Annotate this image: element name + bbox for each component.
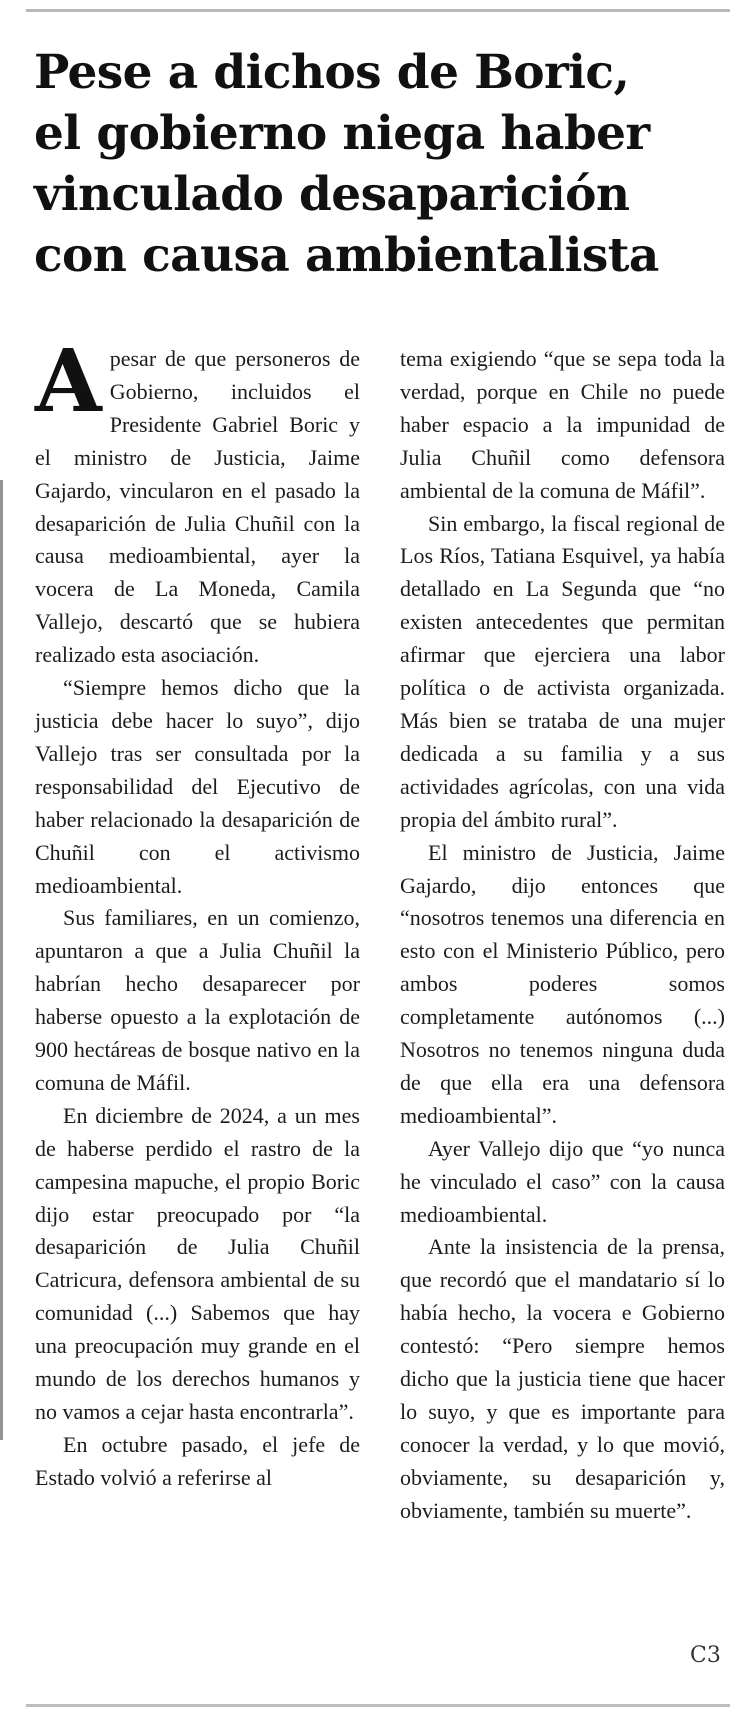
headline-line-2: el gobierno niega haber (34, 106, 650, 161)
paragraph: Sin embargo, la fiscal regional de Los Ríos, Tatiana Esquivel, ya había detallado en La Segunda que “no existen antecedentes que permitan afirmar que ejerciera una labor política o de activista organizada. Más bien se trataba de una mujer dedicada a su familia y a sus actividades agrícolas, con una vida propia del ámbito rural”. (400, 510, 725, 832)
bottom-rule (26, 1704, 730, 1707)
paragraph-text: pesar de que personeros de Gobierno, incluidos el Presidente Gabriel Boric y el ministro de Justicia, Jaime Gajardo, vincularon en el pasado la desaparición de Julia Chuñil con la causa medioambiental, ayer la vocera de La Moneda, Camila Vallejo, descartó que se hubiera realizado esta asociación. (35, 346, 360, 668)
headline-line-3: vinculado desaparición (34, 167, 630, 222)
end-of-article-mark: C3 (690, 1643, 721, 1668)
drop-cap: A (35, 331, 102, 432)
headline-line-1: Pese a dichos de Boric, (34, 45, 630, 100)
page-edge-shadow (0, 480, 3, 1440)
paragraph: Sus familiares, en un comienzo, apuntaron a que a Julia Chuñil la habrían hecho desaparecer por haberse opuesto a la explotación de 900 hectáreas de bosque nativo en la comuna de Máfil. (35, 905, 360, 1095)
headline-line-4: con causa ambientalista (34, 228, 659, 283)
paragraph: En diciembre de 2024, a un mes de haberse perdido el rastro de la campesina mapuche, el propio Boric dijo estar preocupado por “la desaparición de Julia Chuñil Catricura, defensora ambiental de su comunidad (...) Sabemos que hay una preocupación muy grande en el mundo de los derechos humanos y no vamos a cejar hasta encontrarla”. (35, 1102, 360, 1424)
paragraph: El ministro de Justicia, Jaime Gajardo, dijo entonces que “nosotros tenemos una diferencia en esto con el Ministerio Público, pero ambos poderes somos completamente autónomos (...) Nosotros no tenemos ninguna duda de que ella era una defensora medioambiental”. (400, 839, 725, 1128)
paragraph: En octubre pasado, el jefe de Estado volvió a referirse al (35, 1431, 360, 1490)
article-column-left (35, 331, 360, 1495)
top-rule (26, 9, 730, 12)
paragraph: Ayer Vallejo dijo que “yo nunca he vinculado el caso” con la causa medioambiental. (400, 1135, 725, 1227)
paragraph: tema exigiendo “que se sepa toda la verdad, porque en Chile no puede haber espacio a la impunidad de Julia Chuñil como defensora ambiental de la comuna de Máfil”. (400, 346, 725, 503)
paragraph (35, 331, 360, 672)
paragraph: “Siempre hemos dicho que la justicia debe hacer lo suyo”, dijo Vallejo tras ser consultada por la responsabilidad del Ejecutivo de haber relacionado la desaparición de Chuñil con el activismo medioambiental. (35, 675, 360, 898)
headline (34, 42, 724, 286)
article-column-right (400, 343, 725, 1528)
paragraph: Ante la insistencia de la prensa, que recordó que el mandatario sí lo había hecho, la vocera e Gobierno contestó: “Pero siempre hemos dicho que la justicia tiene que hacer lo suyo, y que es importante para conocer la verdad, y lo que movió, obviamente, su desaparición y, obviamente, también su muerte”. (400, 1234, 725, 1523)
